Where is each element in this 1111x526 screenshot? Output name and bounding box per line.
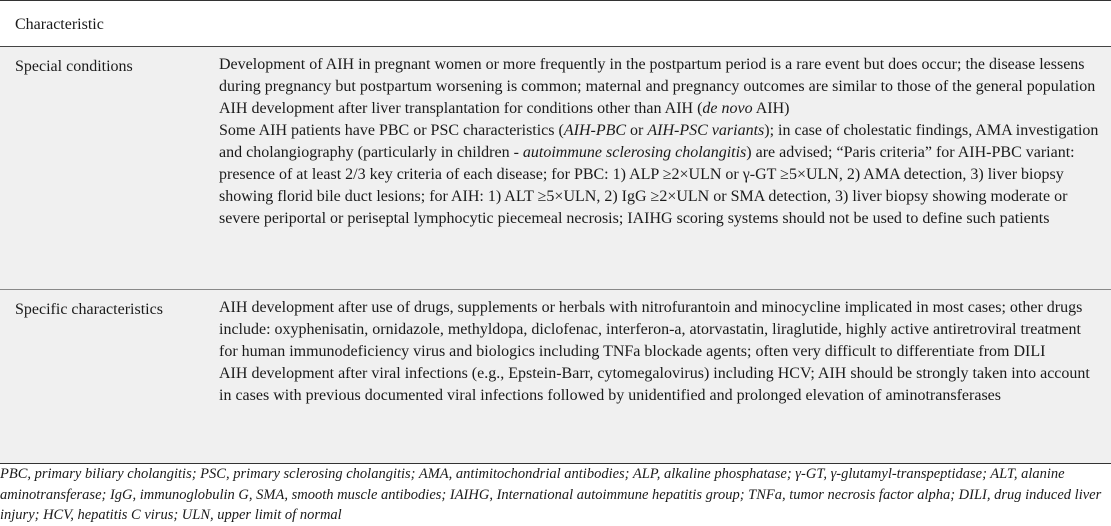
paragraph-variants: Some AIH patients have PBC or PSC characteristics (AIH-PBC or AIH-PSC variants); in case of cholestatic findings, AMA investigation and cholangiography (particularly in children - autoimmune sclerosing cholangitis) are advised; “Paris criteria” for AIH-PBC variant: presence of at least 2/3 key criteria of each disease; for PBC: 1) ALP ≥2×ULN or γ-GT ≥5×ULN, 2) AMA detection, 3) liver biopsy showing florid bile duct lesions; for AIH: 1) ALT ≥5×ULN, 2) IgG ≥2×ULN or SMA detection, 3) liver biopsy showing moderate or severe periportal or periseptal lymphocytic piecemeal necrosis; IAIHG scoring systems should not be used to define such patients	[219, 122, 1099, 227]
paragraph-viral: AIH development after viral infections (e.g., Epstein-Barr, cytomegalovirus) including HCV; AIH should be strongly taken into account in cases with previous documented viral infections followed by unidentified and prolonged elevation of aminotransferases	[219, 365, 1090, 404]
table-footnote: PBC, primary biliary cholangitis; PSC, primary sclerosing cholangitis; AMA, antimitochondrial antibodies; ALP, alkaline phosphatase; γ-GT, γ-glutamyl-transpeptidase; ALT, alanine aminotransferase; IgG, immunoglobulin G, SMA, smooth muscle antibodies; IAIHG, International autoimmune hepatitis group; TNFa, tumor necrosis factor alpha; DILI, drug induced liver injury; HCV, hepatitis C virus; ULN, upper limit of normal	[0, 466, 1102, 523]
paragraph-pregnancy: Development of AIH in pregnant women or more frequently in the postpartum period is a rare event but does occur; the disease lessens during pregnancy but postpartum worsening is common; maternal and pregnancy outcomes are similar to those of the general population	[219, 56, 1096, 95]
row-description	[219, 54, 1099, 230]
table-header	[0, 1, 1111, 47]
paragraph-drugs: AIH development after use of drugs, supplements or herbals with nitrofurantoin and minocycline implicated in most cases; other drugs include: oxyphenisatin, ornidazole, methyldopa, diclofenac, interferon-a, atorvastatin, liraglutide, highly active antiretroviral treatment for human immunodeficiency virus and biologics including TNFa blockade agents; often very difficult to differentiate from DILI	[219, 299, 1083, 360]
row-label: Specific characteristics	[15, 301, 163, 318]
paragraph-de-novo: AIH development after liver transplantation for conditions other than AIH (de novo AIH)	[219, 100, 790, 117]
table-row-specific-characteristics	[0, 290, 1111, 463]
row-label: Special conditions	[15, 58, 133, 75]
table-row-special-conditions	[0, 47, 1111, 290]
row-description	[219, 297, 1099, 407]
header-characteristic: Characteristic	[15, 16, 104, 33]
